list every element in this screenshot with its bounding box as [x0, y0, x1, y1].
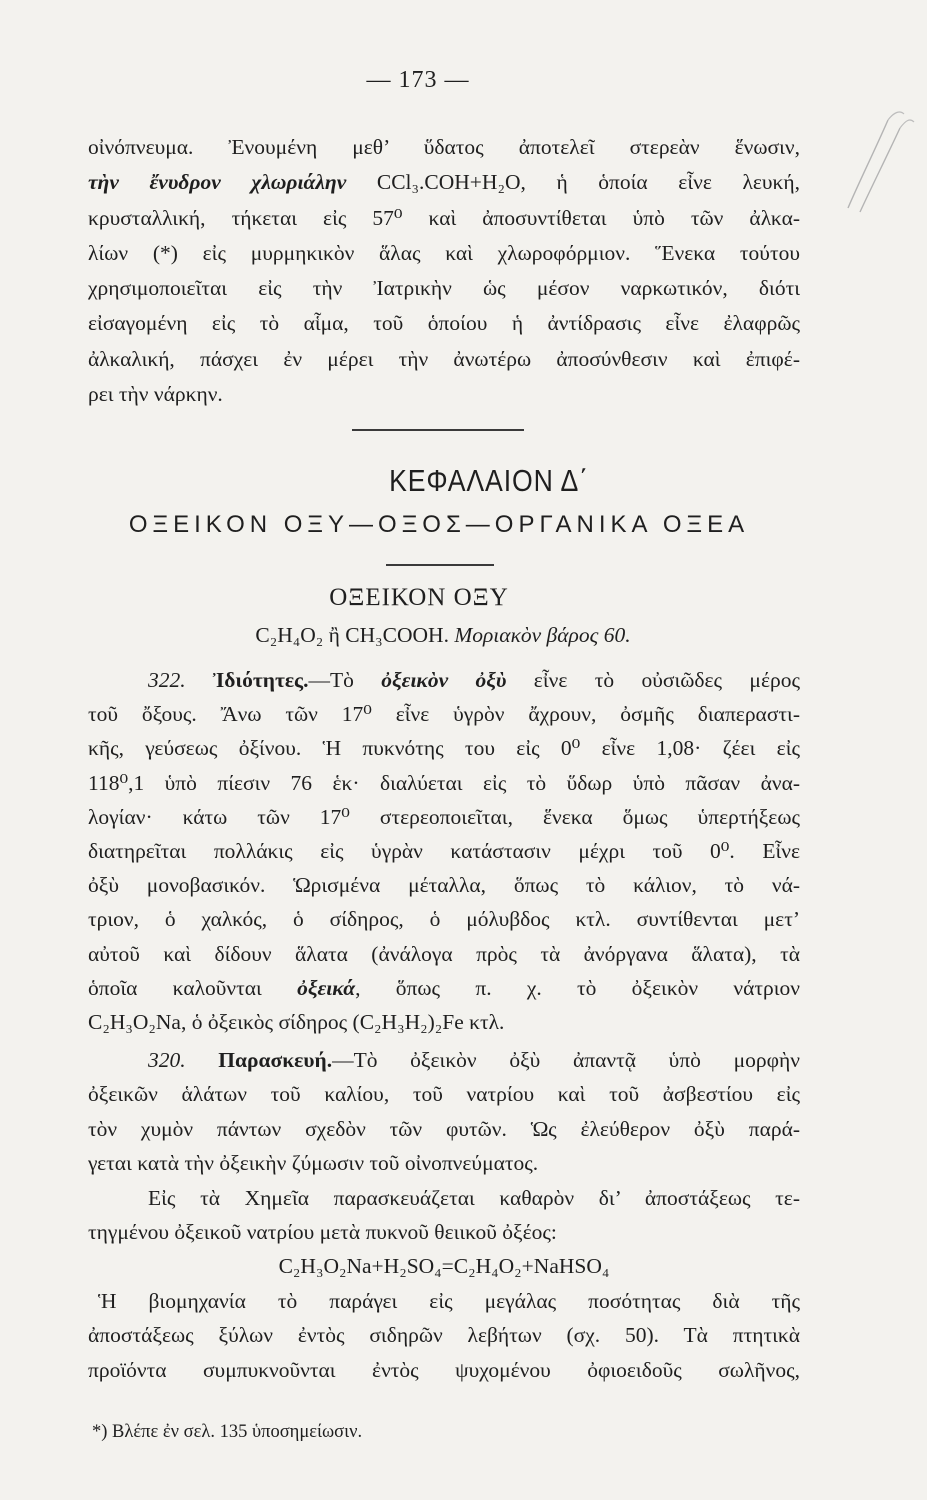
emphasized-term: τὴν ἔνυδρον χλωριάλην — [88, 170, 347, 195]
text-segment: —Τὸ ὀξεικὸν ὀξὺ ἀπαντᾷ ὑπὸ μορφὴν — [332, 1048, 800, 1072]
text-line: λογίαν· κάτω τῶν 17⁰ στερεοποιεῖται, ἕνεκα ὅμως ὑπερτήξεως — [88, 804, 800, 829]
properties-paragraph — [88, 663, 800, 1039]
section-heading: Ἰδιότητες. — [185, 668, 309, 692]
chapter-subtitle: ΟΞΕΙΚΟΝ ΟΞΥ—ΟΞΟΣ—ΟΡΓΑΝΙΚΑ ΟΞΕΑ — [128, 511, 750, 538]
text-segment: , ὅπως π. χ. τὸ ὀξεικὸν νάτριον — [355, 975, 800, 1000]
pencil-mark — [830, 100, 920, 230]
text-line: Εἰς τὰ Χημεῖα παρασκευάζεται καθαρὸν δι’ ἀποστάξεως τε- — [148, 1185, 800, 1210]
text-line: χρησιμοποιεῖται εἰς τὴν Ἰατρικὴν ὡς μέσον ναρκωτικόν, διότι — [88, 276, 800, 301]
text-line: C₂H₃O₂Na, ὁ ὀξεικὸς σίδηρος (C₂H₃H₂)₂Fe κτλ. — [88, 1009, 505, 1034]
text-line: ρει τὴν νάρκην. — [88, 382, 223, 407]
text-segment: CCl₃.COH+H₂O, ἡ ὁποία εἶνε λευκή, — [346, 170, 800, 195]
text-line — [88, 165, 800, 200]
section-number: 322. — [148, 668, 186, 692]
text-line: τὸν χυμὸν πάντων σχεδὸν τῶν φυτῶν. Ὡς ἐλεύθερον ὀξὺ παρά- — [88, 1116, 800, 1141]
chemical-equation: C₂H₃O₂Na+H₂SO₄=C₂H₄O₂+NaHSO₄ — [278, 1254, 610, 1279]
divider — [352, 429, 524, 431]
divider — [386, 564, 494, 566]
preparation-paragraph — [88, 1043, 800, 1387]
text-line: αὐτοῦ καὶ δίδουν ἅλατα (ἀνάλογα πρὸς τὰ ἀνόργανα ἅλατα), τὰ — [88, 941, 800, 966]
molar-mass: Μοριακὸν βάρος 60. — [454, 623, 631, 647]
section-number: 320. — [148, 1048, 186, 1072]
text-line: τοῦ ὄξους. Ἄνω τῶν 17⁰ εἶνε ὑγρὸν ἄχρουν, ὀσμῆς διαπεραστι- — [88, 702, 800, 727]
text-segment: εἶνε τὸ οὐσιῶδες μέρος — [506, 668, 800, 692]
intro-paragraph — [88, 130, 800, 412]
text-line: 118⁰,1 ὑπὸ πίεσιν 76 ἑκ· διαλύεται εἰς τὸ ὕδωρ ὑπὸ πᾶσαν ἀνα- — [88, 770, 800, 795]
text-line: γεται κατὰ τὴν ὀξεικὴν ζύμωσιν τοῦ οἰνοπνεύματος. — [88, 1151, 539, 1176]
section-title: ΟΞΕΙΚΟΝ ΟΞΥ — [329, 584, 509, 611]
text-line: εἰσαγομένη εἰς τὸ αἷμα, τοῦ ὁποίου ἡ ἀντίδρασις εἶνε ἐλαφρῶς — [88, 311, 800, 336]
emphasized-term: ὀξεικὸν ὀξὺ — [381, 668, 507, 692]
text-segment: —Τὸ — [308, 668, 382, 692]
text-segment: ὁποῖα καλοῦνται — [88, 975, 298, 1000]
text-line: ὀξὺ μονοβασικόν. Ὡρισμένα μέταλλα, ὅπως τὸ κάλιον, τὸ νά- — [88, 873, 800, 898]
text-line: προϊόντα συμπυκνοῦνται ἐντὸς ψυχομένου ὀφιοειδοῦς σωλῆνος, — [88, 1357, 800, 1382]
text-line — [88, 1043, 800, 1077]
text-line: τηγμένου ὀξεικοῦ νατρίου μετὰ πυκνοῦ θειικοῦ ὀξέος: — [88, 1219, 557, 1244]
emphasized-term: ὀξεικά — [297, 975, 356, 1000]
text-line — [88, 663, 800, 697]
chemical-formula: C₂H₄O₂ ἢ CH₃COOH. — [255, 623, 455, 647]
text-line: ἀλκαλική, πάσχει ἐν μέρει τὴν ἀνωτέρω ἀποσύνθεσιν καὶ ἐπιφέ- — [88, 346, 800, 371]
text-line: Ἡ βιομηχανία τὸ παράγει εἰς μεγάλας ποσότητας διὰ τῆς — [98, 1288, 800, 1313]
chapter-title: ΚΕΦΑΛΑΙΟΝ Δ΄ — [389, 463, 589, 498]
text-line: λίων (*) εἰς μυρμηκικὸν ἅλας καὶ χλωροφόρμιον. Ἕνεκα τούτου — [88, 240, 800, 265]
text-line: ἀποστάξεως ξύλων ἐντὸς σιδηρῶν λεβήτων (σχ. 50). Τὰ πτητικὰ — [88, 1323, 800, 1348]
text-line: ὀξεικῶν ἁλάτων τοῦ καλίου, τοῦ νατρίου καὶ τοῦ ἀσβεστίου εἰς — [88, 1082, 800, 1107]
formula-line — [255, 619, 630, 651]
page-number: — 173 — — [366, 67, 470, 93]
text-line: κρυσταλλική, τήκεται εἰς 57⁰ καὶ ἀποσυντίθεται ὑπὸ τῶν ἀλκα- — [88, 205, 800, 230]
section-heading: Παρασκευή. — [185, 1048, 333, 1072]
text-line: τριον, ὁ χαλκός, ὁ σίδηρος, ὁ μόλυβδος κτλ. συντίθενται μετ’ — [88, 907, 800, 932]
text-line: κῆς, γεύσεως ὀξίνου. Ἡ πυκνότης του εἰς 0⁰ εἶνε 1,08· ζέει εἰς — [88, 736, 800, 761]
text-line: διατηρεῖται πολλάκις εἰς ὑγρὰν κατάστασιν μέχρι τοῦ 0⁰. Εἶνε — [88, 838, 800, 863]
text-line: οἰνόπνευμα. Ἐνουμένη μεθ’ ὕδατος ἀποτελεῖ στερεὰν ἕνωσιν, — [88, 135, 800, 159]
text-line — [88, 971, 800, 1005]
footnote: *) Βλέπε ἐν σελ. 135 ὑποσημείωσιν. — [92, 1422, 363, 1442]
